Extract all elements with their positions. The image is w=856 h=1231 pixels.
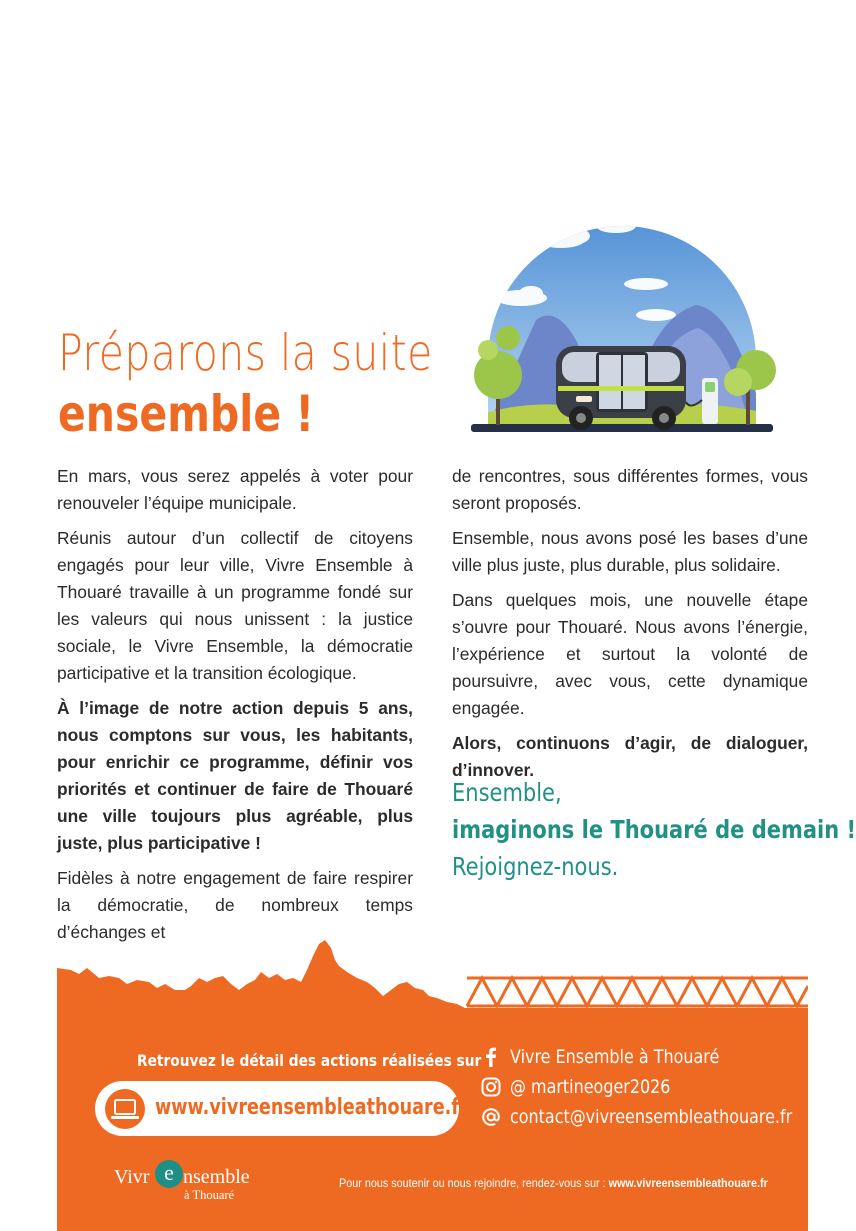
facebook-icon bbox=[480, 1046, 502, 1068]
support-line bbox=[339, 1176, 768, 1190]
at-icon bbox=[480, 1106, 502, 1128]
paragraph: Dans quelques mois, une nouvelle étape s’ouvre pour Thouaré. Nous avons l’énergie, l’expérience et surtout la volonté de poursuivre, avec vous, cette dynamique engagée. bbox=[452, 590, 808, 718]
town-skyline bbox=[57, 938, 808, 1028]
paragraph: de rencontres, sous différentes formes, vous seront proposés. bbox=[452, 466, 808, 513]
left-column bbox=[57, 463, 413, 954]
bold-paragraph: Alors, continuons d’agir, de dialoguer, d’innover. bbox=[452, 733, 808, 780]
website-link[interactable]: www.vivreensembleathouare.fr bbox=[155, 1095, 468, 1120]
paragraph: Fidèles à notre engagement de faire respirer la démocratie, de nombreux temps d’échanges et bbox=[57, 868, 413, 942]
email-row[interactable] bbox=[480, 1102, 846, 1132]
facebook-row[interactable] bbox=[480, 1042, 846, 1072]
instagram-icon bbox=[480, 1076, 502, 1098]
laptop-icon bbox=[105, 1089, 145, 1129]
cta-line2: imaginons le Thouaré de demain ! bbox=[452, 815, 856, 844]
support-text: Pour nous soutenir ou nous rejoindre, rendez-vous sur : bbox=[339, 1176, 609, 1190]
support-link[interactable]: www.vivreensembleathouare.fr bbox=[608, 1176, 768, 1190]
call-to-action bbox=[452, 774, 856, 885]
email-link[interactable]: contact@vivreensembleathouare.fr bbox=[510, 1106, 793, 1128]
facebook-link[interactable]: Vivre Ensemble à Thouaré bbox=[510, 1046, 720, 1068]
logo-e: e bbox=[155, 1160, 183, 1188]
footer bbox=[57, 938, 808, 1231]
logo bbox=[114, 1160, 274, 1208]
headline-line2: ensemble ! bbox=[58, 385, 315, 443]
headline-line1: Préparons la suite bbox=[58, 324, 433, 382]
paragraph: Réunis autour d’un collectif de citoyens engagés pour leur ville, Vivre Ensemble à Thouaré travaille à un programme fondé sur les valeurs qui nous unissent : la justice sociale, le Vivre Ensemble, la démocratie participative et la transition écologique. bbox=[57, 528, 413, 683]
bus-illustration bbox=[466, 210, 778, 440]
instagram-row[interactable] bbox=[480, 1072, 846, 1102]
bold-paragraph: À l’image de notre action depuis 5 ans, nous comptons sur vous, les habitants, pour enrichir ce programme, définir vos priorités et continuer de faire de Thouaré une ville toujours plus agréable, plus juste, plus participative ! bbox=[57, 698, 413, 853]
social-links bbox=[480, 1042, 846, 1132]
logo-text: Vivr bbox=[114, 1166, 150, 1188]
instagram-link[interactable]: @ martineoger2026 bbox=[510, 1076, 671, 1098]
headline bbox=[58, 322, 458, 444]
logo-text: nsemble bbox=[183, 1166, 250, 1188]
paragraph: Ensemble, nous avons posé les bases d’une ville plus juste, plus durable, plus solidaire. bbox=[452, 528, 808, 575]
find-actions-label: Retrouvez le détail des actions réalisées sur bbox=[137, 1051, 482, 1070]
right-column bbox=[452, 463, 808, 792]
logo-subtitle: à Thouaré bbox=[184, 1188, 235, 1202]
website-pill[interactable] bbox=[95, 1081, 468, 1136]
cta-line1: Ensemble, bbox=[452, 778, 562, 807]
cta-line3: Rejoignez-nous. bbox=[452, 852, 619, 881]
paragraph: En mars, vous serez appelés à voter pour renouveler l’équipe municipale. bbox=[57, 466, 413, 513]
